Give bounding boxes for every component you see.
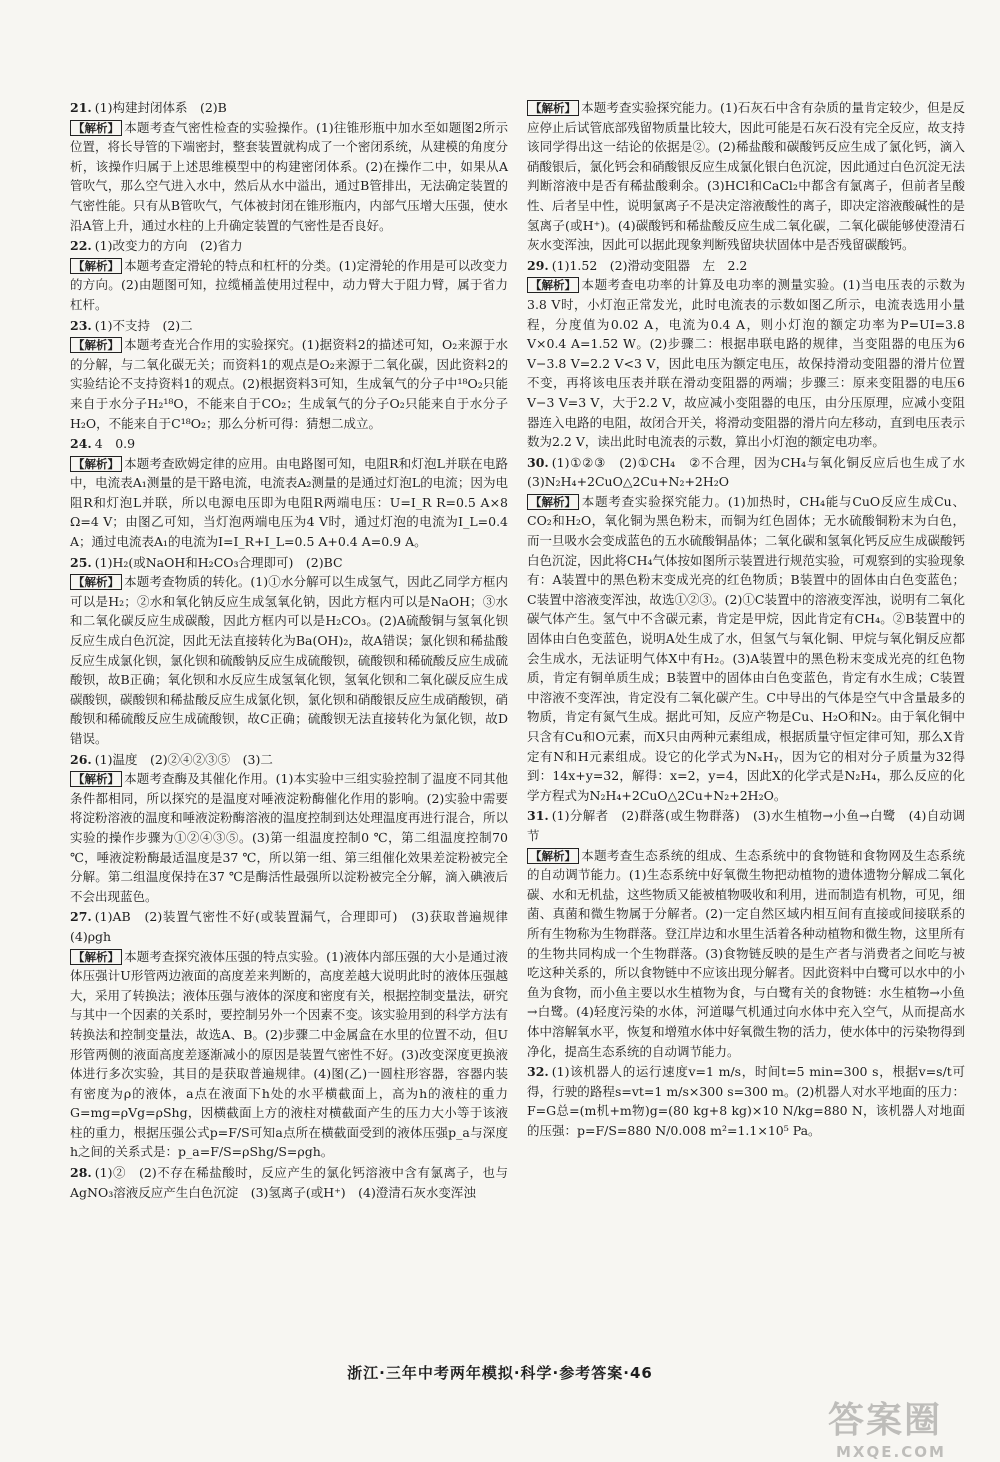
answer-text: (1)改变力的方向 (2)省力 — [94, 238, 243, 254]
analysis-paragraph — [70, 572, 508, 748]
question-number: 31. — [527, 808, 549, 824]
analysis-text: 本题考查欧姆定律的应用。由电路图可知，电阻R和灯泡L并联在电路中，电流表A₁测量的是干路电流，电流表A₂测量的是通过灯泡L的电流；因为电阻R和灯泡L并联，所以电源电压即为电阻R两端电压：U=I_R R=0.5 A×8 Ω=4 V；由图乙可知，当灯泡两端电压为4 V时，通过灯泡的电流为I_L=0.4 A；通过电流表A₁的电流为I=I_R+I_L=0.5 A+0.4 A=0.9 A。 — [70, 455, 508, 550]
answer-text: (1)不支持 (2)二 — [94, 317, 193, 333]
analysis-paragraph — [527, 98, 965, 255]
analysis-paragraph — [527, 275, 965, 451]
analysis-paragraph — [70, 118, 508, 236]
watermark-title: 答案圈 — [828, 1400, 943, 1441]
analysis-tag: 【解析】 — [70, 258, 122, 274]
answer-entry — [527, 453, 978, 806]
analysis-text: 本题考查物质的转化。(1)①水分解可以生成氢气，因此乙同学方框内可以是H₂；②水和氧化钠反应生成氢氧化钠，因此方框内可以是NaOH；③水和二氧化碳反应生成碳酸，因此方框内可以是H₂CO₃。(2)A硫酸铜与氢氧化钡反应生成白色沉淀，因此无法直接转化为Ba(OH)₂，故A错误；氯化钡和稀盐酸反应生成氯化钡，氯化钡和硫酸钠反应生成硫酸钡，硫酸钡和稀硫酸反应生成硫酸钡，故B正确；氧化钡和水反应生成氢氧化钡，氢氧化钡和二氧化碳反应生成碳酸钡，碳酸钡和稀盐酸反应生成氯化钡，氯化钡和硝酸银反应生成硝酸钡，硝酸钡和稀硫酸反应生成硫酸钡，故C正确；硫酸钡无法直接转化为氯化钡，故D错误。 — [70, 574, 508, 746]
analysis-text: 本题考查光合作用的实验探究。(1)据资料2的描述可知，O₂来源于水的分解，与二氧化碳无关；而资料1的观点是O₂来源于二氧化碳，因此资料2的实验结论不支持资料1的观点。(2)根据资料3可知，生成氧气的分子中¹⁸O₂只能来自于水分子H₂¹⁸O，不能来自于CO₂；生成氧气的分子O₂只能来自于水分子H₂O，不能来自于C¹⁸O₂；那么分析可得：猜想二成立。 — [70, 337, 508, 431]
answer-line — [70, 553, 508, 573]
analysis-paragraph — [70, 454, 508, 552]
answer-text: (1)H₂(或NaOH和H₂CO₃合理即可) (2)BC — [94, 554, 343, 570]
answer-line — [70, 750, 508, 770]
answer-line — [527, 453, 978, 492]
answer-line — [527, 1062, 965, 1140]
analysis-tag: 【解析】 — [70, 456, 122, 472]
answer-line — [70, 1163, 508, 1202]
analysis-tag: 【解析】 — [527, 494, 579, 510]
analysis-tag: 【解析】 — [527, 277, 579, 293]
analysis-tag: 【解析】 — [70, 949, 122, 965]
answer-entry — [70, 434, 508, 552]
answer-text: (1)①②③ (2)①CH₄ ②不合理，因为CH₄与氧化铜反应后也生成了水 (3)N₂H₄+2CuO△2Cu+N₂+2H₂O — [527, 454, 978, 490]
answer-entry — [70, 1163, 508, 1202]
question-number: 24. — [70, 436, 92, 452]
answer-entry — [70, 316, 508, 434]
analysis-tag: 【解析】 — [70, 771, 122, 787]
question-number: 29. — [527, 257, 549, 273]
analysis-tag: 【解析】 — [70, 337, 122, 353]
analysis-text: 本题考查酶及其催化作用。(1)本实验中三组实验控制了温度不同其他条件都相同，所以探究的是温度对唾液淀粉酶催化作用的影响。(2)实验中需要将淀粉溶液的温度和唾液淀粉酶溶液的温度控制到达处理温度再进行混合，所以实验的操作步骤为①②④③⑤。(3)第一组温度控制0 ℃，第二组温度控制70 ℃，唾液淀粉酶最适温度是37 ℃，所以第一组、第三组催化效果差淀粉被完全分解。第二组温度保持在37 ℃是酶活性最强所以淀粉被完全分解，滴入碘液后不会出现蓝色。 — [70, 771, 508, 904]
answer-entry — [70, 236, 508, 314]
answer-entry — [527, 98, 965, 255]
answer-text: (1)构建封闭体系 (2)B — [94, 100, 227, 115]
analysis-paragraph — [527, 492, 965, 806]
question-number: 22. — [70, 238, 92, 254]
analysis-text: 本题考查定滑轮的特点和杠杆的分类。(1)定滑轮的作用是可以改变力的方向。(2)由题图可知，拉缆桶盖使用过程中，动力臂大于阻力臂，属于省力杠杆。 — [70, 257, 508, 312]
answer-line — [527, 256, 965, 276]
analysis-paragraph — [70, 335, 508, 433]
analysis-text: 本题考查探究液体压强的特点实验。(1)液体内部压强的大小是通过液体压强计U形管两边液面的高度差来判断的，高度差越大说明此时的液体压强越大，采用了转换法；液体压强与液体的深度和密度有关，根据控制变量法，研究与其中一个因素的关系时，要控制另外一个因素不变。该实验用到的科学方法有转换法和控制变量法，故选A、B。(2)步骤二中金属盒在水里的位置不动，但U形管两侧的液面高度差逐渐减小的原因是装置气密性不好。(3)改变深度更换液体进行多次实验，其目的是获取普遍规律。(4)图(乙)一圆柱形容器，容器内装有密度为ρ的液体，a点在液面下h处的水平横截面上，高为h的液柱的重力G=mg=ρVg=ρShg，因横截面上方的液柱对横截面产生的压力大小等于该液柱的重力，根据压强公式p=F/S可知a点所在横截面受到的液体压强p_a与深度h之间的关系式是：p_a=F/S=ρShg/S=ρgh。 — [70, 948, 508, 1160]
right-column — [527, 98, 978, 1141]
answer-entry — [527, 806, 965, 1061]
answer-entry — [527, 256, 965, 452]
analysis-paragraph — [70, 947, 508, 1163]
left-column — [70, 98, 521, 1203]
answer-entry — [70, 750, 508, 907]
answer-line — [70, 98, 508, 118]
page-footer: 浙江·三年中考两年模拟·科学·参考答案·46 — [347, 1364, 653, 1382]
answer-line — [70, 236, 508, 256]
analysis-tag: 【解析】 — [527, 848, 579, 864]
question-number: 32. — [527, 1064, 549, 1080]
answer-line — [70, 907, 521, 946]
analysis-text: 本题考查实验探究能力。(1)石灰石中含有杂质的量肯定较少，但是反应停止后试管底部残留物质量比较大，因此可能是石灰石没有完全反应，故支持该同学得出这一结论的依据是②。(2)稀盐酸和碳酸钙反应生成了氯化钙，滴入硝酸银后，氯化钙会和硝酸银反应生成氯化银白色沉淀，因此通过白色沉淀无法判断溶液中是否有稀盐酸剩余。(3)HCl和CaCl₂中都含有氯离子，但前者呈酸性、后者呈中性，说明氯离子不是决定溶液酸性的离子，即决定溶液酸碱性的是氢离子(或H⁺)。(4)碳酸钙和稀盐酸反应生成二氧化碳，二氧化碳能够使澄清石灰水变浑浊，因此可以据此现象判断残留块状固体中是否残留碳酸钙。 — [527, 100, 965, 253]
answer-text: (1)1.52 (2)滑动变阻器 左 2.2 — [551, 257, 748, 273]
answer-entry — [70, 98, 508, 235]
answer-entry — [70, 553, 508, 749]
question-number: 27. — [70, 909, 92, 925]
answer-line — [70, 434, 508, 454]
question-number: 28. — [70, 1165, 92, 1181]
answer-line — [527, 806, 965, 845]
answer-text: (1)AB (2)装置气密性不好(或装置漏气，合理即可) (3)获取普遍规律 (4)ρgh — [70, 909, 521, 944]
answer-text: (1)温度 (2)②④②③⑤ (3)二 — [94, 751, 273, 767]
question-number: 25. — [70, 554, 92, 570]
analysis-tag: 【解析】 — [70, 574, 122, 590]
answer-text: (1)分解者 (2)群落(或生物群落) (3)水生植物→小鱼→白鹭 (4)自动调节 — [527, 808, 965, 843]
answer-entry — [527, 1062, 965, 1140]
analysis-text: 本题考查电功率的计算及电功率的测量实验。(1)当电压表的示数为3.8 V时，小灯泡正常发光，此时电流表的示数如图乙所示，电流表选用小量程，分度值为0.02 A，电流为0.4 A，则小灯泡的额定功率为P=UI=3.8 V×0.4 A=1.52 W。(2)步骤二：根据串联电路的规律，当变阻器的电压为6 V−3.8 V=2.2 V<3 V，因此电压为额定电压，故保持滑动变阻器的滑片位置不变，再将该电压表并联在滑动变阻器的两端；步骤三：原来变阻器的电压6 V−3 V=3 V，大于2.2 V，故应减小变阻器的电压，由分压原理，应减小变阻器连入电路的电阻，故闭合开关，将滑动变阻器的滑片向左移动，直到电压表示数为2.2 V，读出此时电流表的示数，算出小灯泡的额定电功率。 — [527, 277, 965, 450]
analysis-paragraph — [527, 846, 965, 1062]
analysis-text: 本题考查气密性检查的实验操作。(1)往锥形瓶中加水至如题图2所示位置，将长导管的下端密封，整套装置就构成了一个密闭系统，从建模的角度分析，该操作归属于上述思维模型中的构建密闭体系。(2)在操作二中，如果从A管吹气，那么空气进入水中，然后从水中溢出，通过B管排出，无法确定装置的气密性能。只有从B管吹气，气体被封闭在锥形瓶内，内部气压增大压强，使水沿A管上升，通过水柱的上升确定装置的气密性是否良好。 — [70, 119, 508, 233]
watermark-url: MXQE.COM — [836, 1443, 946, 1461]
question-number: 26. — [70, 751, 92, 767]
answer-line — [70, 316, 508, 336]
analysis-text: 本题考查实验探究能力。(1)加热时，CH₄能与CuO反应生成Cu、CO₂和H₂O，氧化铜为黑色粉末，而铜为红色固体；无水硫酸铜粉末为白色，而一旦吸水会变成蓝色的五水硫酸铜晶体；二氧化碳和氢氧化钙反应生成碳酸钙白色沉淀，因此将CH₄气体按如图所示装置进行规范实验，可观察到的实验现象有：A装置中的黑色粉末变成光亮的红色物质；B装置中的固体由白色变蓝色；C装置中溶液变浑浊，故选①②③。(2)①C装置中的溶液变浑浊，说明有二氧化碳气体产生。氢气中不含碳元素，肯定是甲烷，因此肯定有CH₄。②B装置中的固体由白色变蓝色，说明A处生成了水，但氢气与氧化铜、甲烷与氧化铜反应都会生成水，无法证明气体X中有H₂。(3)A装置中的黑色粉末变成光亮的红色物质，肯定有铜单质生成；B装置中的固体由白色变蓝色，肯定有水生成；C装置中溶液不变浑浊，肯定没有二氧化碳产生。C中导出的气体是空气中含量最多的物质，肯定有氮气生成。据此可知，反应产物是Cu、H₂O和N₂。由于氧化铜中只含有Cu和O元素，而X只由两种元素组成，根据质量守恒定律可知，那么X肯定有N和H元素组成。设它的化学式为NₓHᵧ，因为它的相对分子质量为32得到：14x+y=32，解得：x=2，y=4，因此X的化学式是N₂H₄，那么反应的化学方程式为N₂H₄+2CuO△2Cu+N₂+2H₂O。 — [527, 493, 965, 803]
analysis-paragraph — [70, 256, 508, 315]
answer-text: (1)② (2)不存在稀盐酸时，反应产生的氯化钙溶液中含有氯离子，也与AgNO₃溶液反应产生白色沉淀 (3)氢离子(或H⁺) (4)澄清石灰水变浑浊 — [70, 1165, 508, 1200]
answer-text: 4 0.9 — [94, 436, 136, 452]
analysis-tag: 【解析】 — [70, 120, 122, 136]
question-number: 21. — [70, 100, 92, 115]
question-number: 30. — [527, 454, 549, 470]
watermark-logo — [828, 1392, 978, 1461]
analysis-tag: 【解析】 — [527, 100, 579, 116]
answer-text: (1)该机器人的运行速度v=1 m/s，时间t=5 min=300 s，根据v=s/t可得，行驶的路程s=vt=1 m/s×300 s=300 m。(2)机器人对水平地面的压力：F=G总=(m机+m物)g=(80 kg+8 kg)×10 N/kg=880 N，该机器人对地面的压强：p=F/S=880 N/0.008 m²=1.1×10⁵ Pa。 — [527, 1064, 965, 1138]
analysis-paragraph — [70, 769, 508, 906]
question-number: 23. — [70, 317, 92, 333]
analysis-text: 本题考查生态系统的组成、生态系统中的食物链和食物网及生态系统的自动调节能力。(1)生态系统中好氧微生物把动植物的遗体遗物分解成二氧化碳、水和无机盐，这些物质又能被植物吸收和利用，进而制造有机物，可见，细菌、真菌和微生物属于分解者。(2)一定自然区域内相互间有直接或间接联系的所有生物称为生物群落。登江岸边和水里生活着各种动植物和微生物，这里所有的生物共同构成一个生物群落。(3)食物链反映的是生产者与消费者之间吃与被吃这种关系的，所以食物链中不应该出现分解者。因此资料中白鹭可以水中的小鱼为食物，而小鱼主要以水生植物为食，与白鹭有关的食物链：水生植物→小鱼→白鹭。(4)轻度污染的水体，河道曝气机通过向水体中充入空气，从而提高水体中溶解氧水平，恢复和增殖水体中好氧微生物的活力，使水体中的污染物得到净化，提高生态系统的自动调节能力。 — [527, 847, 965, 1059]
answer-entry — [70, 907, 521, 1162]
